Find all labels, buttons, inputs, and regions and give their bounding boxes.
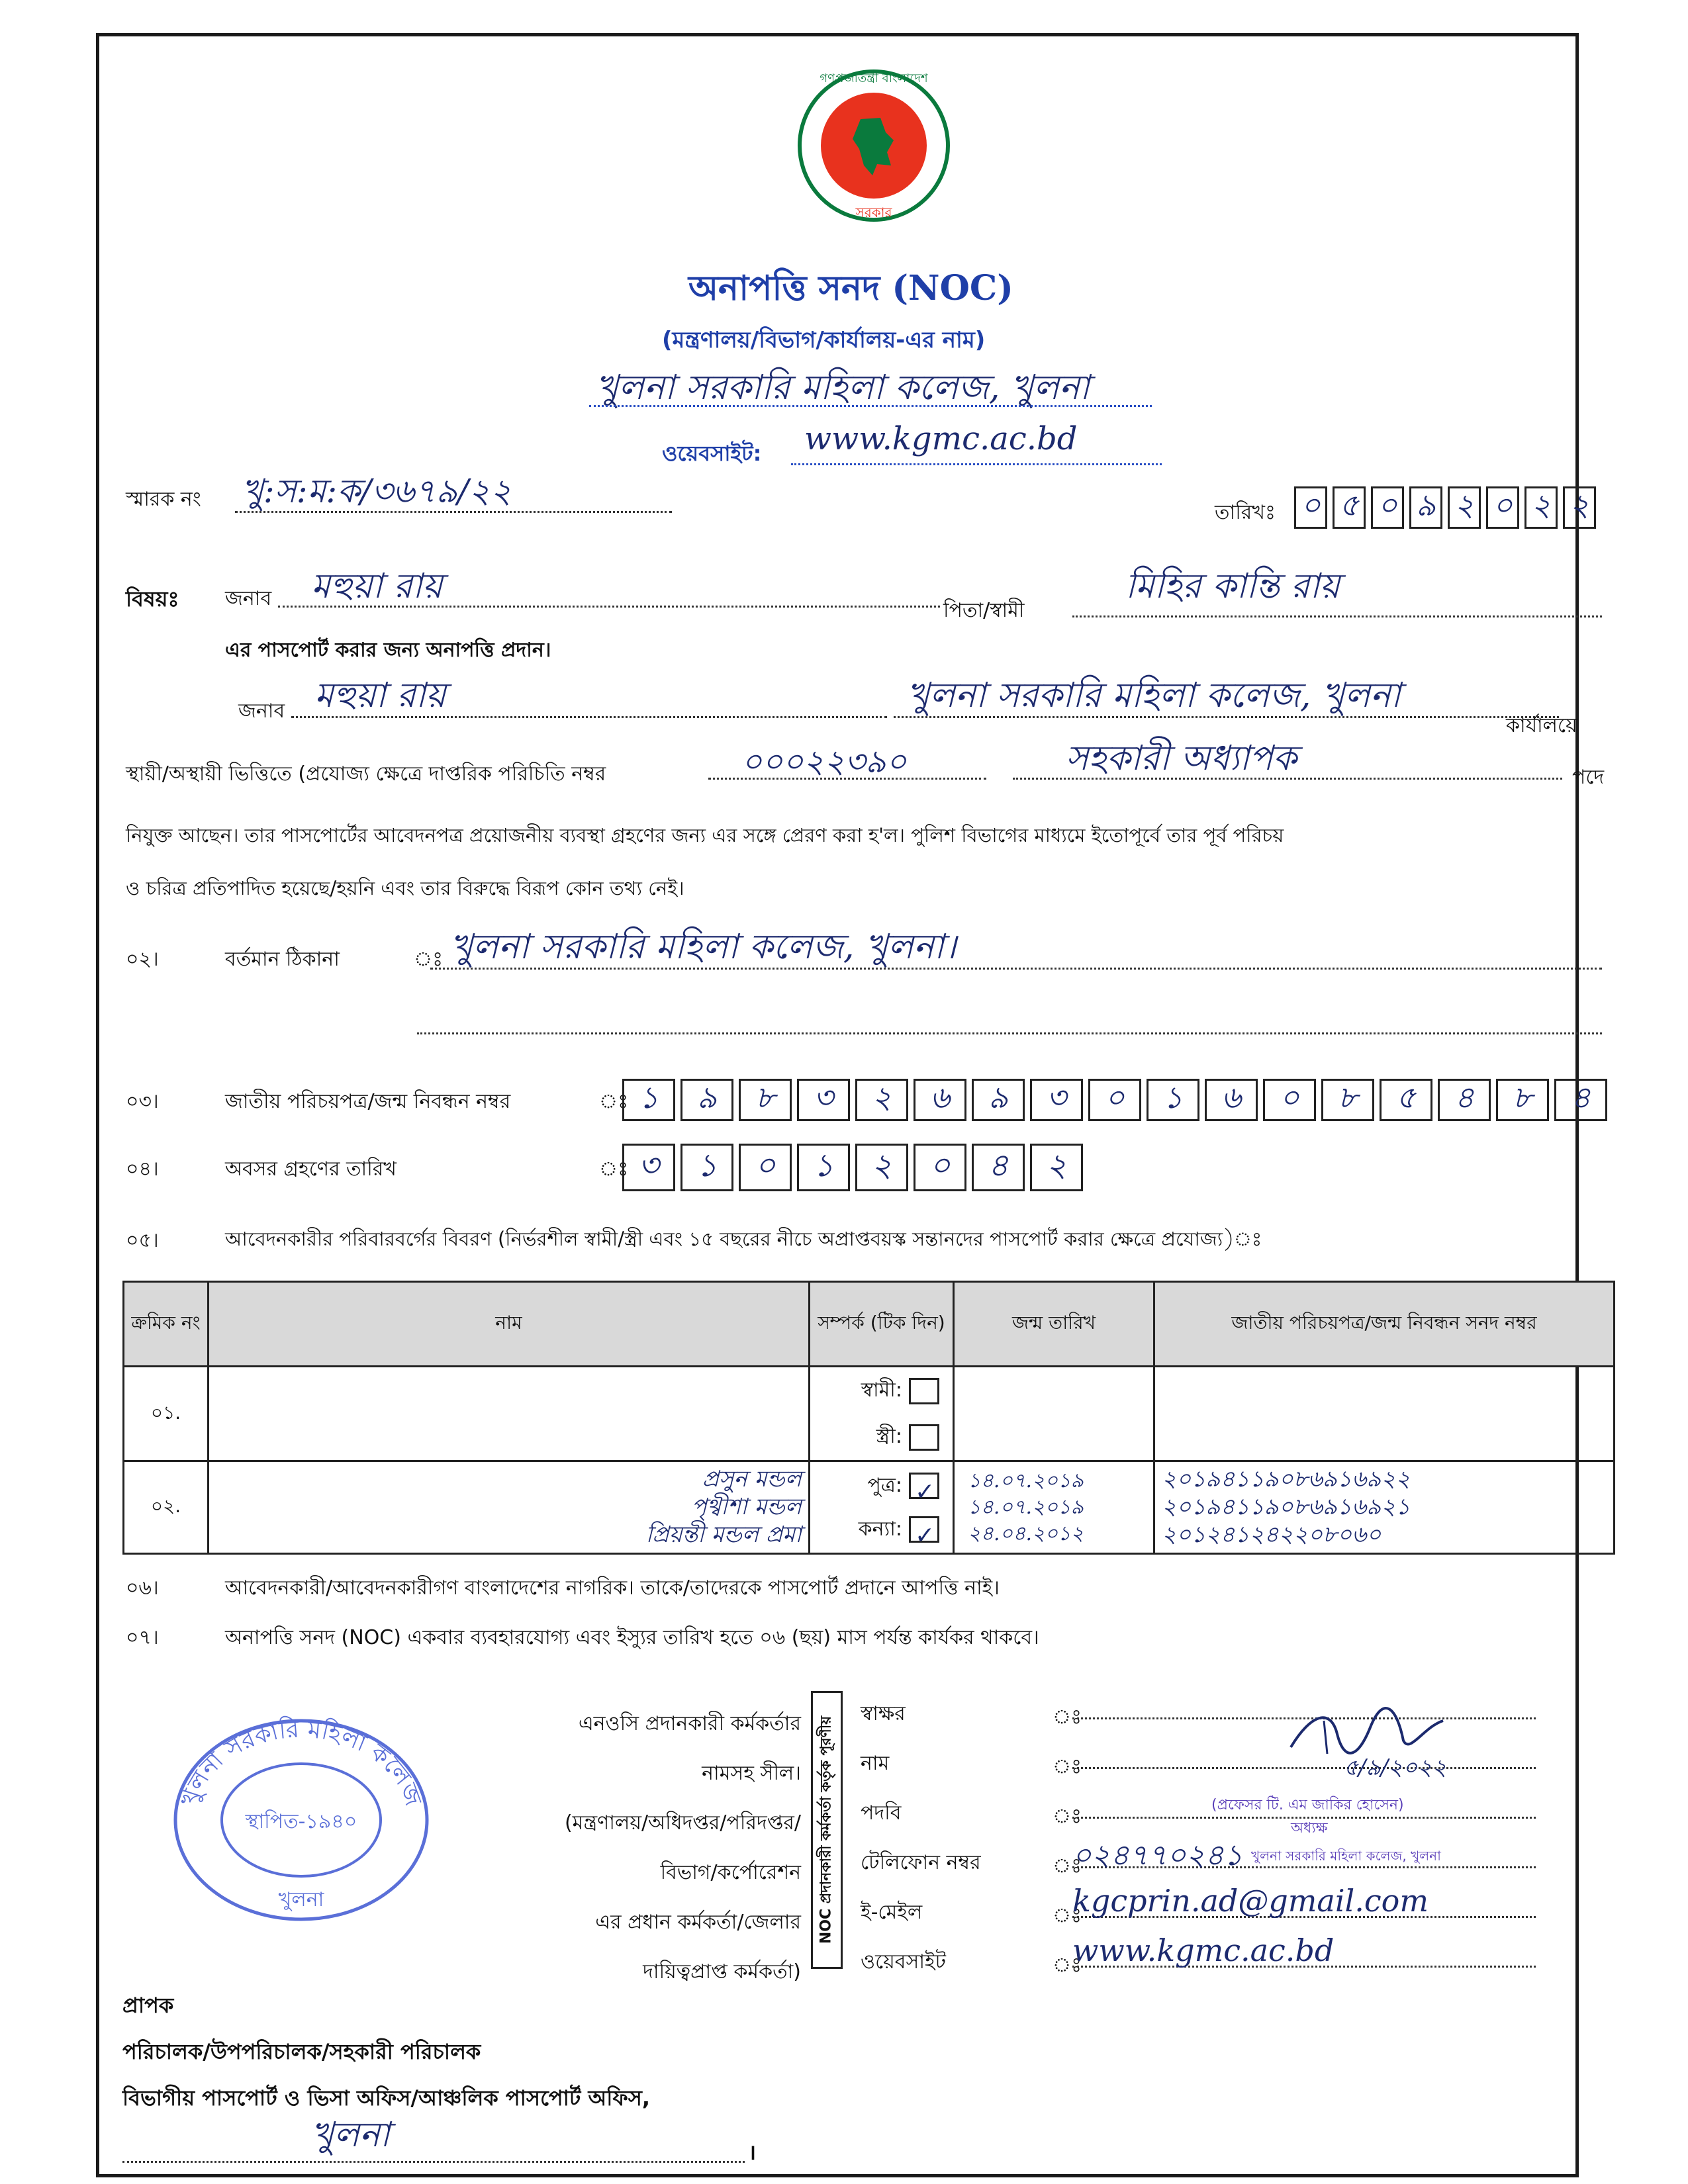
col-serial: ক্রমিক নং bbox=[124, 1282, 209, 1367]
nid-digit-box: ৯ bbox=[680, 1079, 733, 1121]
item03-label: জাতীয় পরিচয়পত্র/জন্ম নিবন্ধন নম্বর bbox=[225, 1090, 511, 1113]
item03-num: ০৩। bbox=[126, 1090, 159, 1113]
sign-date: ৫/৯/২০২২ bbox=[1344, 1754, 1447, 1781]
subject-line2: এর পাসপোর্ট করার জন্য অনাপত্তি প্রদান। bbox=[225, 639, 551, 662]
date-digit-box: ৫ bbox=[1333, 486, 1366, 529]
date-digit-box: ০ bbox=[1486, 486, 1519, 529]
father-label: পিতা/স্বামী bbox=[943, 599, 1025, 622]
recipient-line2: বিভাগীয় পাসপোর্ট ও ভিসা অফিস/আঞ্চলিক পাসপোর্ট অফিস, bbox=[122, 2085, 651, 2111]
retirement-digit-box: ০ bbox=[739, 1144, 792, 1191]
nid-digit-box: ০ bbox=[1088, 1079, 1141, 1121]
row1-id bbox=[1154, 1367, 1615, 1461]
subject-label: বিষয়ঃ bbox=[126, 586, 179, 612]
col-id: জাতীয় পরিচয়পত্র/জন্ম নিবন্ধন সনদ নম্বর bbox=[1154, 1282, 1615, 1367]
applicant-name-line bbox=[278, 606, 940, 608]
issuer-line-3: (মন্ত্রণালয়/অধিদপ্তর/পরিদপ্তর/ bbox=[564, 1811, 801, 1835]
body-name: মহুয়া রায় bbox=[314, 676, 446, 715]
retirement-digit-box: ১ bbox=[797, 1144, 850, 1191]
col-name: নাম bbox=[209, 1282, 810, 1367]
row2-serial: ০২. bbox=[124, 1461, 209, 1554]
nid-boxes bbox=[622, 1079, 1613, 1121]
recipient-city-line bbox=[122, 2161, 745, 2163]
issuer-line-6: দায়িত্বপ্রাপ্ত কর্মকর্তা) bbox=[643, 1960, 801, 1983]
present-address: খুলনা সরকারি মহিলা কলেজ, খুলনা। bbox=[450, 927, 957, 967]
row1-relation bbox=[810, 1367, 954, 1461]
nid-digit-box: ১ bbox=[622, 1079, 675, 1121]
body-name-line bbox=[291, 716, 887, 718]
nid-digit-box: ০ bbox=[1263, 1079, 1316, 1121]
field-colon-1: ঃ bbox=[1053, 1706, 1082, 1729]
recipient-city: খুলনা bbox=[311, 2115, 391, 2155]
item06-num: ০৬। bbox=[126, 1576, 159, 1600]
field-phone-label: টেলিফোন নম্বর bbox=[861, 1851, 981, 1874]
website-value: www.kgmc.ac.bd bbox=[804, 420, 1078, 457]
item04-colon: ঃ bbox=[599, 1158, 629, 1181]
nid-digit-box: ৮ bbox=[1496, 1079, 1549, 1121]
applicant-name: মহুয়া রায় bbox=[311, 567, 443, 606]
field-email-label: ই-মেইল bbox=[861, 1901, 923, 1924]
child-id-3: ২০১২৪১২৪২২০৮০৬০ bbox=[1162, 1521, 1382, 1548]
field-name-label: নাম bbox=[861, 1752, 890, 1775]
item06-text: আবেদনকারী/আবেদনকারীগণ বাংলাদেশের নাগরিক। তাকে/তাদেরকে পাসপোর্ট প্রদানে আপত্তি নাই। bbox=[225, 1576, 1000, 1600]
item02-num: ০২। bbox=[126, 948, 159, 971]
row1-dob bbox=[954, 1367, 1154, 1461]
stamp-officer-title: অধ্যক্ষ bbox=[1291, 1820, 1328, 1837]
item02-colon: ঃ bbox=[414, 948, 444, 971]
row1-rel1-label: স্বামী: bbox=[861, 1379, 902, 1402]
child-id-1: ২০১৯৪১১৯০৮৬৯১৬৯২২ bbox=[1162, 1465, 1411, 1492]
item07-text: অনাপত্তি সনদ (NOC) একবার ব্যবহারযোগ্য এবং ইস্যুর তারিখ হতে ০৬ (ছয়) মাস পর্যন্ত কার্যকর থাকবে। bbox=[225, 1626, 1039, 1649]
item04-num: ০৪। bbox=[126, 1158, 159, 1181]
date-digit-box: ৯ bbox=[1409, 486, 1442, 529]
family-table bbox=[122, 1281, 1615, 1555]
stamp-officer-org: খুলনা সরকারি মহিলা কলেজ, খুলনা bbox=[1251, 1848, 1441, 1864]
row2-relation bbox=[810, 1461, 954, 1554]
field-designation-label: পদবি bbox=[861, 1801, 902, 1825]
item05-num: ০৫। bbox=[126, 1229, 159, 1252]
body-office: খুলনা সরকারি মহিলা কলেজ, খুলনা bbox=[907, 676, 1401, 715]
issuer-website: www.kgmc.ac.bd bbox=[1072, 1933, 1335, 1968]
seal-bottom-text: খুলনা bbox=[278, 1888, 324, 1911]
body-office-line bbox=[894, 716, 1559, 718]
page-title: অনাপত্তি সনদ (NOC) bbox=[688, 268, 1013, 308]
row1-name bbox=[209, 1367, 810, 1461]
nid-digit-box: ৩ bbox=[1030, 1079, 1083, 1121]
date-digit-box: ২ bbox=[1563, 486, 1596, 529]
date-digit-box: ০ bbox=[1294, 486, 1327, 529]
nid-digit-box: ৯ bbox=[972, 1079, 1025, 1121]
issuer-line-5: এর প্রধান কর্মকর্তা/জেলার bbox=[595, 1911, 801, 1934]
field-colon-5: ঃ bbox=[1053, 1904, 1082, 1927]
child-name-1: প্রসুন মন্ডল bbox=[702, 1465, 802, 1492]
memo-label: স্মারক নং bbox=[126, 488, 201, 511]
page-subtitle: (মন্ত্রণালয়/বিভাগ/কার্যালয়-এর নাম) bbox=[662, 327, 986, 353]
husband-checkbox[interactable] bbox=[909, 1378, 939, 1404]
stamp-officer-name: (প্রফেসর টি. এম জাকির হোসেন) bbox=[1211, 1797, 1404, 1813]
child-dob-3: ২৪.০৪.২০১২ bbox=[968, 1522, 1084, 1545]
row1-serial: ০১. bbox=[124, 1367, 209, 1461]
retirement-digit-box: ৪ bbox=[972, 1144, 1025, 1191]
employee-id-line bbox=[708, 778, 986, 780]
para-line2: ও চরিত্র প্রতিপাদিত হয়েছে/হয়নি এবং তার বিরুদ্ধে বিরূপ কোন তথ্য নেই। bbox=[126, 877, 684, 899]
memo-line bbox=[235, 511, 672, 513]
child-id-2: ২০১৯৪১১৯০৮৬৯১৬৯২১ bbox=[1162, 1493, 1411, 1520]
designation-line bbox=[1013, 778, 1562, 780]
subject-janab-label: জনাব bbox=[225, 587, 272, 610]
item03-colon: ঃ bbox=[599, 1090, 629, 1113]
date-digit-box: ২ bbox=[1448, 486, 1481, 529]
row2-rel2-label: কন্যা: bbox=[858, 1517, 902, 1541]
row2-dobs bbox=[954, 1461, 1154, 1554]
child-name-2: পৃথ্বীশা মন্ডল bbox=[691, 1493, 802, 1520]
row2-rel1-label: পুত্র: bbox=[867, 1473, 902, 1497]
nid-digit-box: ৮ bbox=[1321, 1079, 1374, 1121]
issuer-line-1: এনওসি প্রদানকারী কর্মকর্তার bbox=[578, 1712, 801, 1735]
website-line bbox=[791, 463, 1162, 465]
address-line-1 bbox=[430, 968, 1602, 970]
designation-suffix: পদে bbox=[1572, 766, 1605, 789]
father-name: মিহির কান্তি রায় bbox=[1125, 567, 1340, 606]
employee-id: ০০০২২৩৯০ bbox=[741, 743, 907, 780]
field-colon-4: ঃ bbox=[1053, 1854, 1082, 1878]
noc-vertical-label: NOC প্রদানকারী কর্মকর্তা কর্তৃক পূরণীয় bbox=[818, 1715, 835, 1944]
table-row bbox=[124, 1367, 1615, 1461]
retirement-digit-box: ১ bbox=[680, 1144, 733, 1191]
issuer-email: kgcprin.ad@gmail.com bbox=[1072, 1883, 1429, 1919]
item02-label: বর্তমান ঠিকানা bbox=[225, 948, 340, 971]
college-seal-icon bbox=[169, 1714, 434, 1926]
seal-center-text: স্থাপিত-১৯৪০ bbox=[245, 1810, 357, 1833]
father-name-line bbox=[1072, 615, 1602, 617]
date-digit-box: ০ bbox=[1371, 486, 1404, 529]
child-dob-2: ১৪.০৭.২০১৯ bbox=[968, 1495, 1084, 1519]
field-signature-label: স্বাক্ষর bbox=[861, 1702, 906, 1725]
item07-num: ০৭। bbox=[126, 1626, 159, 1649]
row1-rel2-label: স্ত্রী: bbox=[876, 1425, 902, 1448]
nid-digit-box: ১ bbox=[1147, 1079, 1199, 1121]
seal-ring-text: খুলনা সরকারি মহিলা কলেজ bbox=[175, 1715, 427, 1809]
address-line-2 bbox=[417, 1032, 1602, 1034]
nid-digit-box: ৮ bbox=[739, 1079, 792, 1121]
office-name: খুলনা সরকারি মহিলা কলেজ, খুলনা bbox=[596, 368, 1090, 408]
basis-text: স্থায়ী/অস্থায়ী ভিত্তিতে (প্রযোজ্য ক্ষেত্রে দাপ্তরিক পরিচিতি নম্বর bbox=[126, 762, 606, 786]
nid-digit-box: ৬ bbox=[1205, 1079, 1258, 1121]
retirement-digit-box: ২ bbox=[855, 1144, 908, 1191]
nid-digit-box: ৪ bbox=[1438, 1079, 1491, 1121]
website-label: ওয়েবসাইট: bbox=[662, 441, 762, 466]
para-line1: নিযুক্ত আছেন। তার পাসপোর্টের আবেদনপত্র প্রয়োজনীয় ব্যবস্থা গ্রহণের জন্য এর সঙ্গে প্রেরণ করা হ'ল। পুলিশ বিভাগের মাধ্যমে ইতোপূর্বে তার পূর্ব পরিচয় bbox=[126, 824, 1284, 846]
field-website-label: ওয়েবসাইট bbox=[861, 1950, 946, 1974]
recipient-line1: পরিচালক/উপপরিচালক/সহকারী পরিচালক bbox=[122, 2039, 481, 2064]
designation: সহকারী অধ্যাপক bbox=[1066, 739, 1297, 778]
nid-digit-box: ৬ bbox=[914, 1079, 966, 1121]
item05-label: আবেদনকারীর পরিবারবর্গের বিবরণ (নির্ভরশীল স্বামী/স্ত্রী এবং ১৫ বছরের নীচে অপ্রাপ্তবয়স্ক সন্তানদের পাসপোর্ট করার ক্ষেত্রে প্রযোজ্য)ঃ bbox=[225, 1228, 1262, 1250]
field-colon-2: ঃ bbox=[1053, 1755, 1082, 1778]
child-dob-1: ১৪.০৭.২০১৯ bbox=[968, 1469, 1084, 1492]
son-checkbox[interactable] bbox=[909, 1473, 939, 1499]
row2-ids bbox=[1154, 1461, 1615, 1554]
nid-digit-box: ২ bbox=[855, 1079, 908, 1121]
wife-checkbox[interactable] bbox=[909, 1424, 939, 1451]
nid-digit-box: ৩ bbox=[797, 1079, 850, 1121]
table-row bbox=[124, 1461, 1615, 1554]
recipient-end: । bbox=[748, 2140, 757, 2165]
noc-vertical-box bbox=[811, 1691, 843, 1969]
item04-label: অবসর গ্রহণের তারিখ bbox=[225, 1158, 397, 1181]
date-digit-box: ২ bbox=[1524, 486, 1558, 529]
issuer-line-2: নামসহ সীল। bbox=[702, 1762, 801, 1785]
office-name-line bbox=[589, 405, 1152, 407]
body-janab-label: জনাব bbox=[238, 700, 285, 723]
date-label: তারিখঃ bbox=[1215, 501, 1276, 524]
col-dob: জন্ম তারিখ bbox=[954, 1282, 1154, 1367]
retirement-date-boxes bbox=[622, 1144, 1088, 1191]
date-boxes bbox=[1294, 486, 1601, 529]
nid-digit-box: ৪ bbox=[1554, 1079, 1607, 1121]
nid-digit-box: ৫ bbox=[1380, 1079, 1432, 1121]
col-relation: সম্পর্ক (টিক দিন) bbox=[810, 1282, 954, 1367]
issuer-line-4: বিভাগ/কর্পোরেশন bbox=[660, 1861, 801, 1884]
emblem-text-top: গণপ্রজাতন্ত্রী বাংলাদেশ bbox=[820, 71, 928, 85]
office-suffix: কার্যালয়ে bbox=[1506, 714, 1577, 737]
field-colon-6: ঃ bbox=[1053, 1954, 1082, 1977]
field-colon-3: ঃ bbox=[1053, 1805, 1082, 1828]
row2-names bbox=[209, 1461, 810, 1554]
retirement-digit-box: ০ bbox=[914, 1144, 966, 1191]
memo-value: খু:স:ম:ক/৩৬৭৯/২২ bbox=[242, 472, 512, 510]
retirement-digit-box: ৩ bbox=[622, 1144, 675, 1191]
government-emblem-icon bbox=[794, 66, 953, 225]
retirement-digit-box: ২ bbox=[1030, 1144, 1083, 1191]
recipient-label: প্রাপক bbox=[122, 1993, 174, 2018]
daughter-checkbox[interactable] bbox=[909, 1516, 939, 1543]
child-name-3: প্রিয়ন্তী মন্ডল প্রমা bbox=[645, 1521, 802, 1548]
issuer-phone: ০২৪৭৭০২৪১ bbox=[1072, 1839, 1243, 1872]
emblem-text-bottom: সরকার bbox=[855, 205, 892, 220]
